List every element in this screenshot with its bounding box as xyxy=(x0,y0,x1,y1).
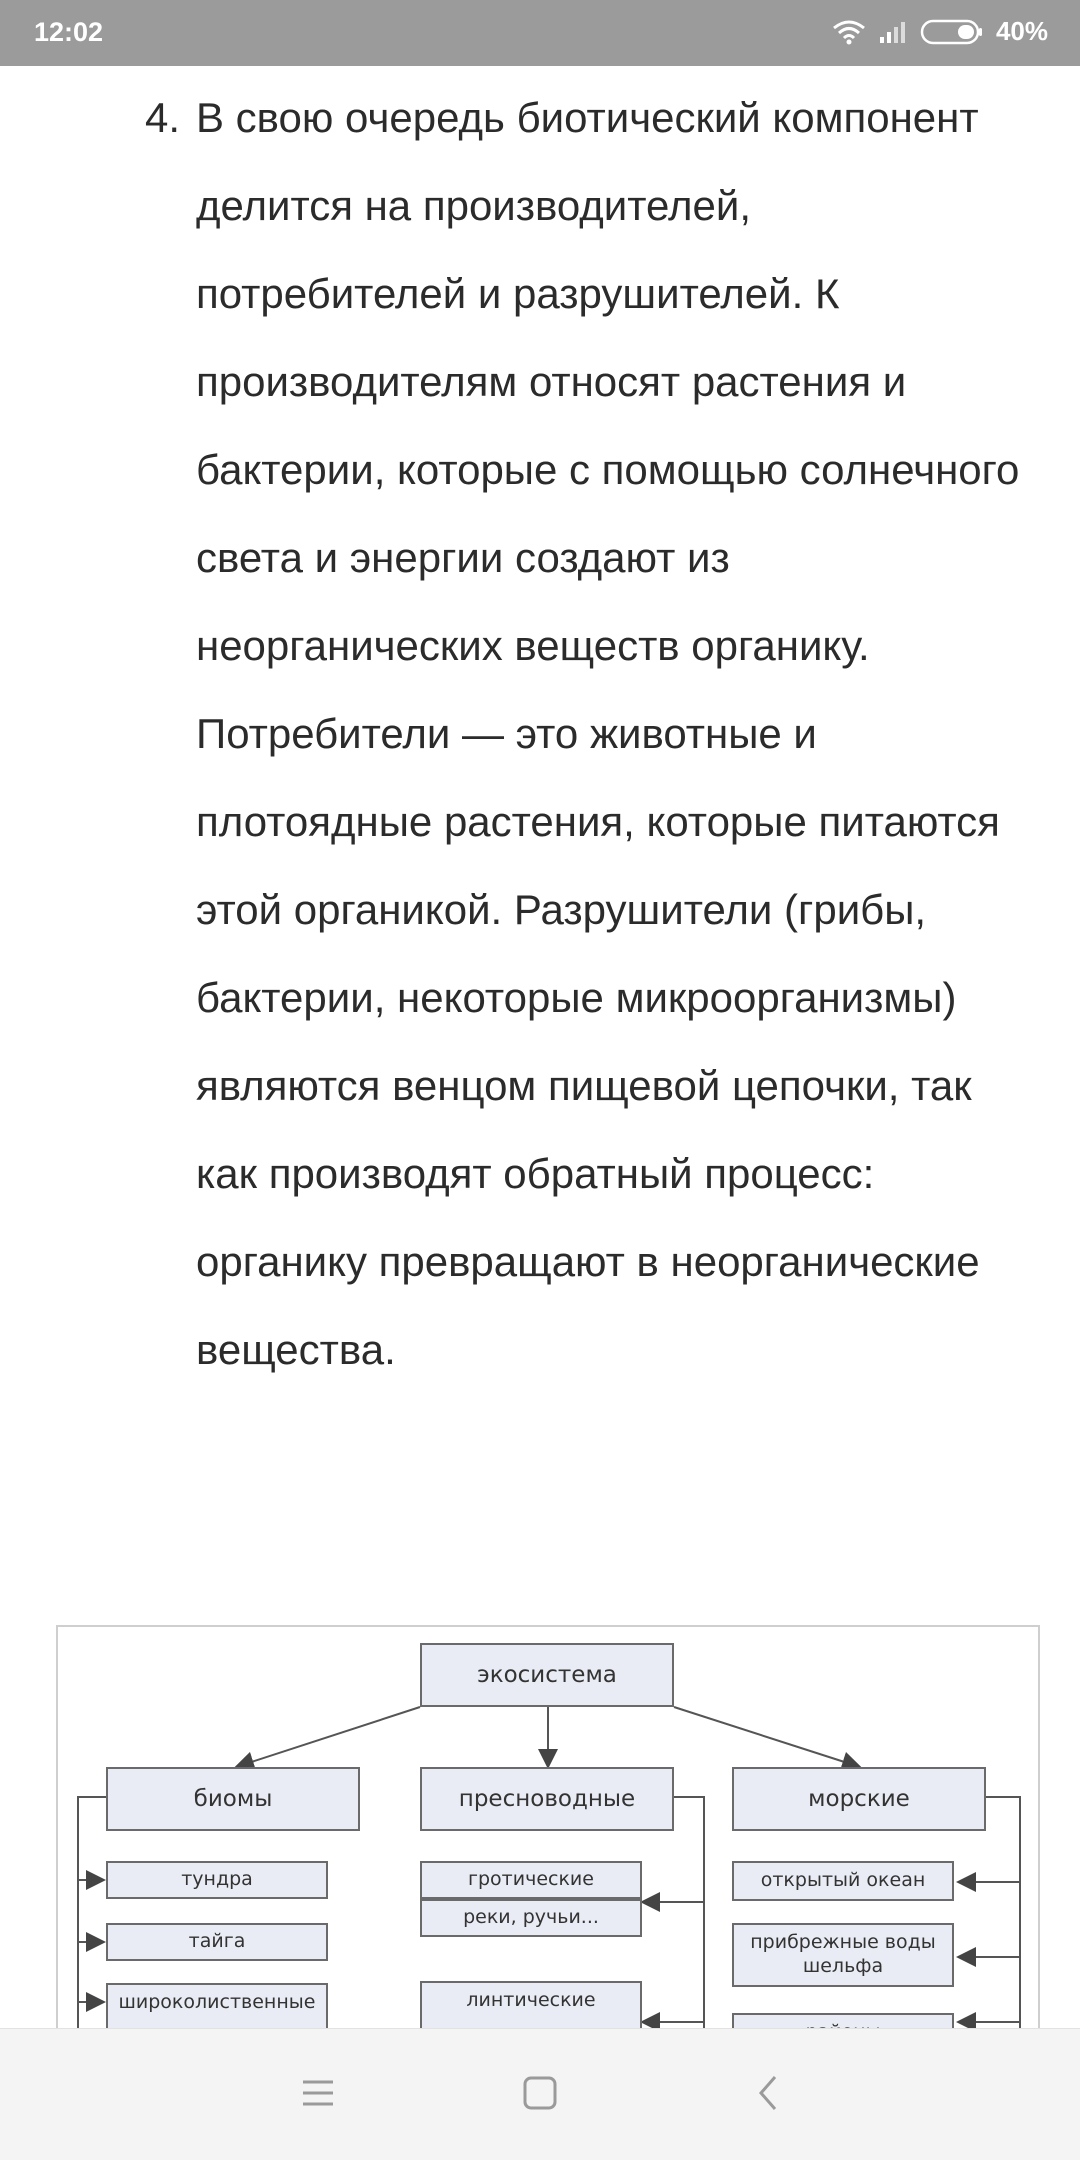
navigation-bar xyxy=(0,2028,1080,2160)
status-bar xyxy=(0,0,1080,66)
battery-percent: 40% xyxy=(995,16,1048,46)
diagram-branch-biomes: биомы xyxy=(106,1767,360,1831)
status-icons xyxy=(832,16,1048,47)
back-icon xyxy=(757,2075,779,2116)
diagram-branch-freshwater: пресноводные xyxy=(420,1767,674,1831)
diagram-item-grottic: гротические xyxy=(420,1861,642,1899)
diagram-branch-marine: морские xyxy=(732,1767,986,1831)
diagram-item-lintic: линтические xyxy=(420,1981,642,2041)
signal-icon xyxy=(878,19,908,45)
status-time: 12:02 xyxy=(34,17,104,47)
diagram-item-tundra: тундра xyxy=(106,1861,328,1899)
list-item-text: В свою очередь биотический компонент делится на производителей, потребителей и разрушителей. К производителям относят растения и бактерии, которые с помощью солнечного света и энергии создают из неорганических веществ органику. Потребители — это животные и плотоядные растения, которые питаются этой органикой. Разрушители (грибы, бактерии, некоторые микроорганизмы) являются венцом пищевой цепочки, так как производят обратный процесс: органику превращают в неорганические вещества. xyxy=(196,94,1020,1373)
diagram-item-broadleaf: широколиственные xyxy=(106,1983,328,2043)
diagram-root-ecosystem: экосистема xyxy=(420,1643,674,1707)
battery-icon xyxy=(920,18,984,46)
diagram-item-open-ocean: открытый океан xyxy=(732,1861,954,1901)
wifi-icon xyxy=(832,19,866,45)
diagram-item-taiga: тайга xyxy=(106,1923,328,1961)
diagram-item-rivers: реки, ручьи... xyxy=(420,1899,642,1937)
home-button[interactable] xyxy=(500,2055,580,2135)
menu-icon xyxy=(301,2078,335,2113)
diagram-item-shelf-waters: прибрежные воды шельфа xyxy=(732,1923,954,1987)
menu-button[interactable] xyxy=(278,2055,358,2135)
back-button[interactable] xyxy=(728,2055,808,2135)
home-icon xyxy=(523,2076,557,2115)
article-body xyxy=(0,58,1080,2028)
list-marker: 4. xyxy=(145,94,181,141)
ecosystem-diagram[interactable] xyxy=(56,1625,1040,2085)
